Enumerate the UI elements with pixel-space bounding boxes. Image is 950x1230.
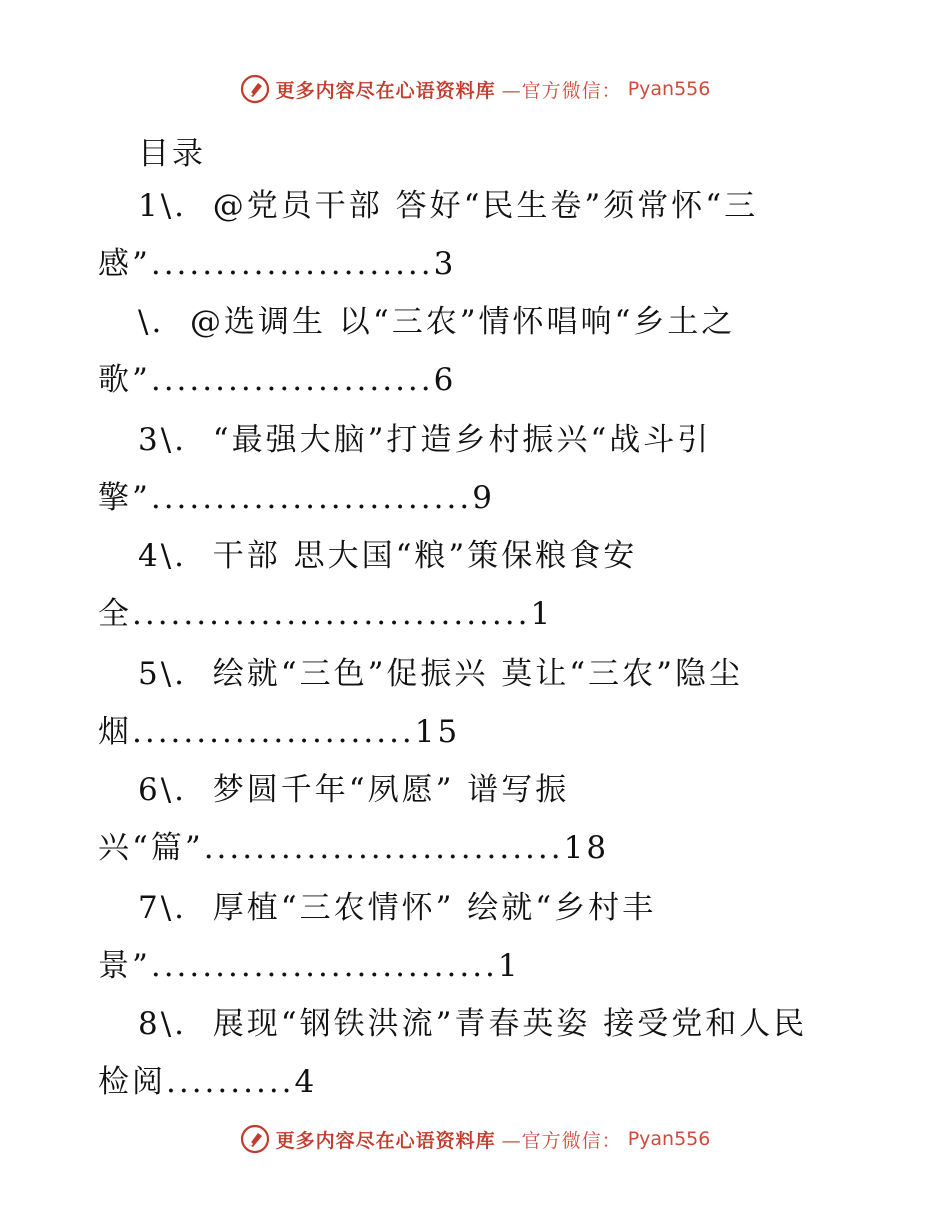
banner-sub-text: —官方微信： (501, 79, 622, 102)
banner-handle: Pyan556 (627, 78, 711, 100)
banner-main-text: 更多内容尽在心语资料库 (275, 79, 496, 102)
pen-nib-icon (240, 1124, 270, 1154)
toc-entry-7-line1[interactable]: 7\. 厚植“三农情怀” 绘就“乡村丰 (138, 890, 657, 926)
toc-entry-5-line2[interactable]: 烟......................15 (98, 714, 461, 750)
pen-nib-icon (240, 74, 270, 104)
toc-entry-4-line1[interactable]: 4\. 干部 思大国“粮”策保粮食安 (138, 538, 638, 574)
toc-entry-3-line1[interactable]: 3\. “最强大脑”打造乡村振兴“战斗引 (138, 422, 712, 458)
toc-entry-3-line2[interactable]: 擎”.........................9 (98, 480, 495, 516)
toc-entry-8-line1[interactable]: 8\. 展现“钢铁洪流”青春英姿 接受党和人民 (138, 1006, 808, 1042)
banner-handle: Pyan556 (627, 1128, 711, 1150)
footer-banner (0, 1124, 950, 1154)
toc-entry-1-line1[interactable]: 1\. @党员干部 答好“民生卷”须常怀“三 (138, 188, 759, 224)
toc-entry-4-line2[interactable]: 全...............................1 (98, 596, 554, 632)
toc-entry-6-line2[interactable]: 兴“篇”............................18 (98, 830, 610, 866)
toc-entry-2-line1[interactable]: \. @选调生 以“三农”情怀唱响“乡土之 (138, 304, 736, 340)
header-banner (0, 74, 950, 104)
toc-entry-6-line1[interactable]: 6\. 梦圆千年“夙愿” 谱写振 (138, 772, 570, 808)
toc-entry-2-line2[interactable]: 歌”......................6 (98, 362, 457, 398)
banner-sub-text: —官方微信： (501, 1129, 622, 1152)
toc-title: 目录 (138, 136, 206, 172)
toc-entry-1-line2[interactable]: 感”......................3 (98, 246, 457, 282)
toc-entry-8-line2[interactable]: 检阅..........4 (98, 1064, 318, 1100)
toc-entry-5-line1[interactable]: 5\. 绘就“三色”促振兴 莫让“三农”隐尘 (138, 656, 743, 692)
toc-entry-7-line2[interactable]: 景”...........................1 (98, 948, 521, 984)
banner-main-text: 更多内容尽在心语资料库 (275, 1129, 496, 1152)
